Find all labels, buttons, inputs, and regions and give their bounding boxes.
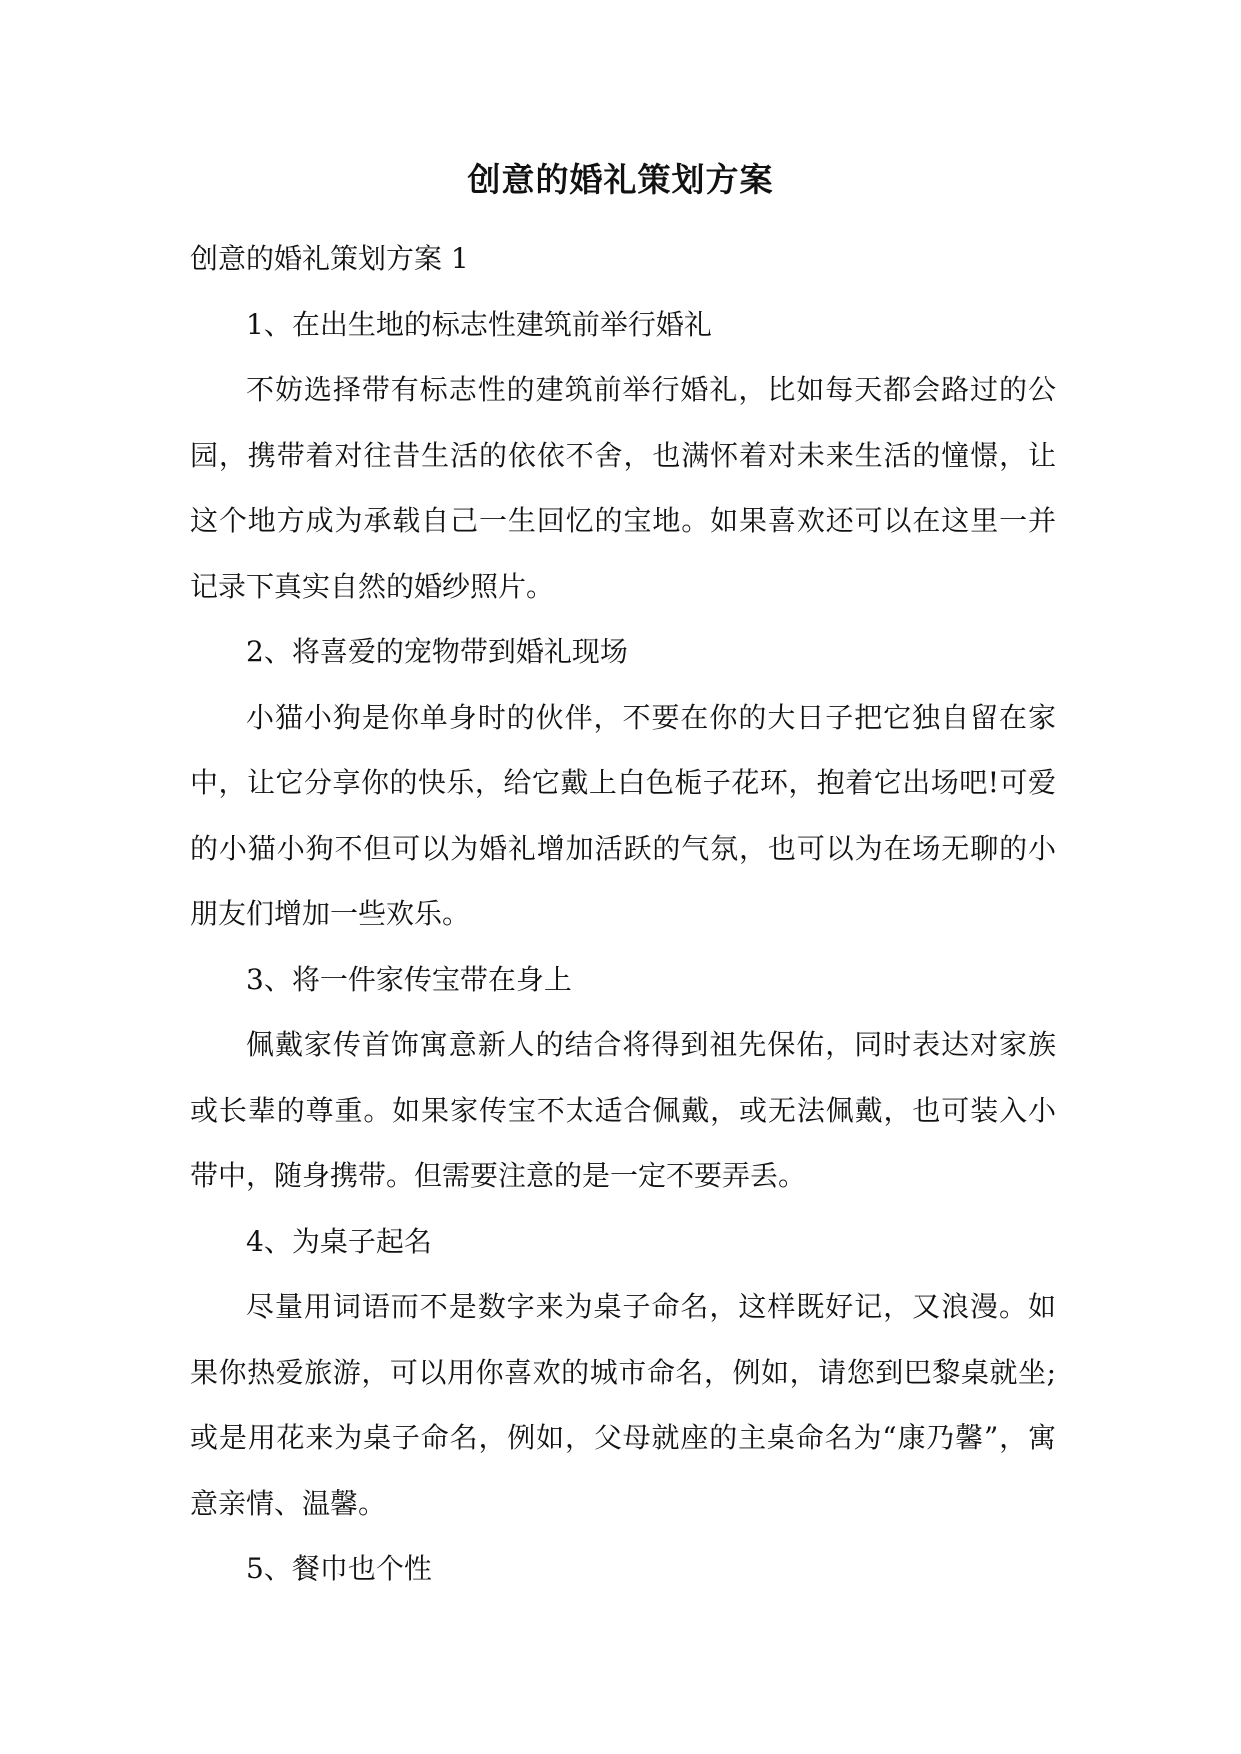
paragraph-4: 尽量用词语而不是数字来为桌子命名，这样既好记，又浪漫。如果你热爱旅游，可以用你喜欢的城市命名，例如，请您到巴黎桌就坐;或是用花来为桌子命名，例如，父母就座的主桌命名为“康乃馨”，寓意亲情、温馨。 bbox=[190, 1290, 1056, 1520]
item-heading-2: 2、将喜爱的宠物带到婚礼现场 bbox=[246, 635, 628, 668]
item-heading-4: 4、为桌子起名 bbox=[246, 1224, 432, 1258]
section-heading: 创意的婚礼策划方案 1 bbox=[190, 242, 469, 275]
document-body bbox=[190, 226, 1056, 1602]
document-title: 创意的婚礼策划方案 bbox=[467, 160, 774, 199]
item-heading-5: 5、餐巾也个性 bbox=[246, 1552, 432, 1585]
paragraph-2: 小猫小狗是你单身时的伙伴，不要在你的大日子把它独自留在家中，让它分享你的快乐，给它戴上白色栀子花环，抱着它出场吧!可爱的小猫小狗不但可以为婚礼增加活跃的气氛，也可以为在场无聊的小朋友们增加一些欢乐。 bbox=[190, 700, 1056, 930]
paragraph-1: 不妨选择带有标志性的建筑前举行婚礼，比如每天都会路过的公园，携带着对往昔生活的依依不舍，也满怀着对未来生活的憧憬，让这个地方成为承载自己一生回忆的宝地。如果喜欢还可以在这里一并记录下真实自然的婚纱照片。 bbox=[190, 373, 1056, 603]
paragraph-3: 佩戴家传首饰寓意新人的结合将得到祖先保佑，同时表达对家族或长辈的尊重。如果家传宝不太适合佩戴，或无法佩戴，也可装入小带中，随身携带。但需要注意的是一定不要弄丢。 bbox=[190, 1028, 1056, 1192]
item-heading-3: 3、将一件家传宝带在身上 bbox=[246, 962, 572, 996]
item-heading-1: 1、在出生地的标志性建筑前举行婚礼 bbox=[246, 307, 712, 341]
